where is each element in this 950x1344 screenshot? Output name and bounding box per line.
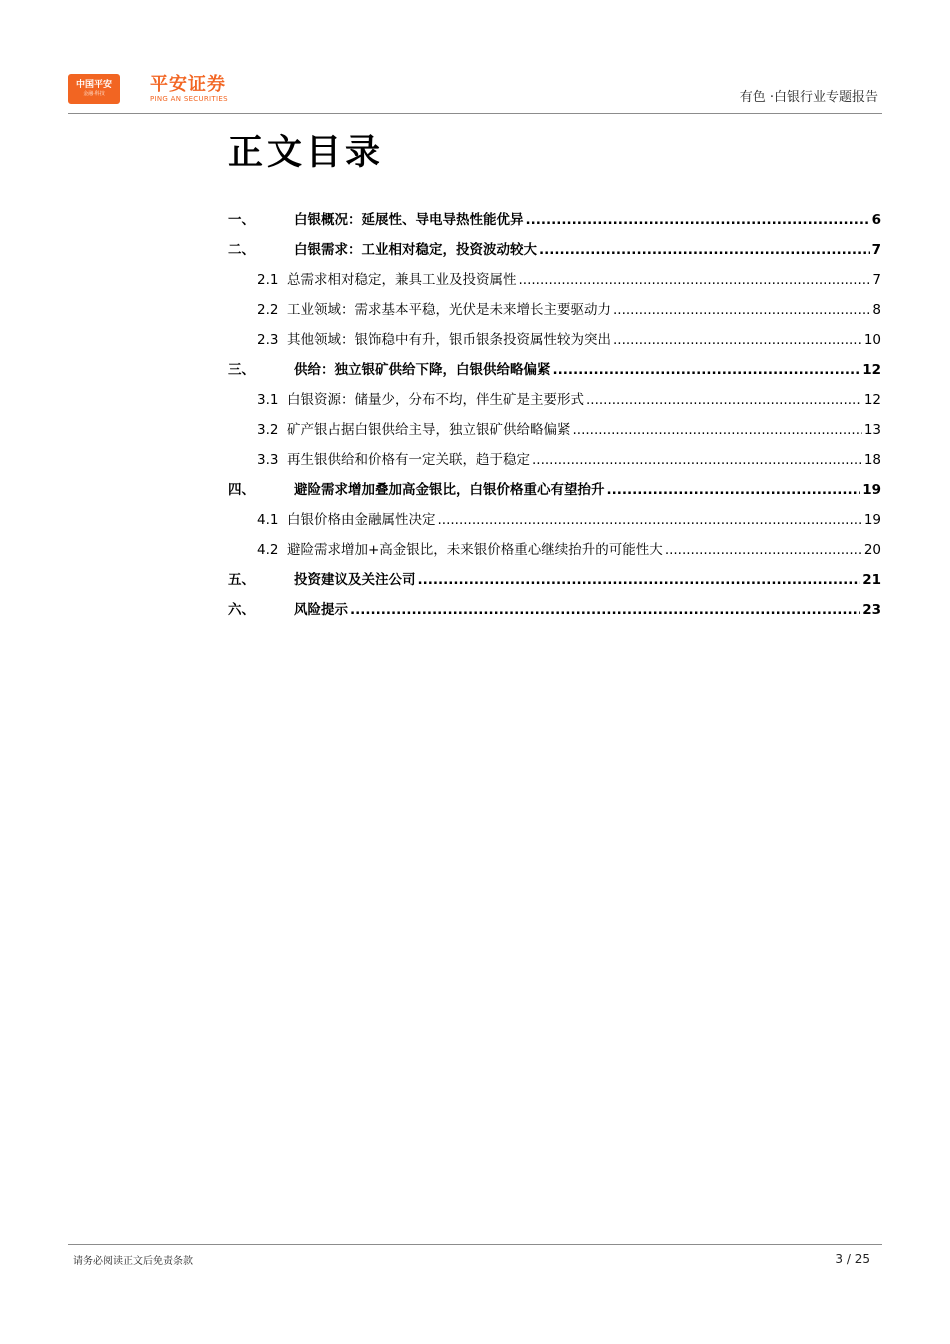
toc-number: 3.2 — [257, 422, 279, 438]
toc-number: 3.3 — [257, 452, 279, 468]
toc-number: 三、 — [228, 362, 255, 378]
ping-an-logo-icon — [68, 74, 120, 104]
toc-entry[interactable] — [228, 228, 881, 258]
toc-entry[interactable] — [228, 198, 881, 228]
toc-title: 避险需求增加叠加高金银比，白银价格重心有望抬升 — [294, 482, 605, 498]
header-divider — [68, 113, 882, 114]
toc-entry[interactable] — [228, 498, 881, 528]
toc-leader — [613, 302, 870, 318]
footer-disclaimer: 请务必阅读正文后免责条款 — [73, 1256, 193, 1267]
toc-page: 23 — [862, 602, 881, 618]
toc-entry[interactable] — [228, 408, 881, 438]
toc-page: 19 — [862, 482, 881, 498]
toc-title: 再生银供给和价格有一定关联，趋于稳定 — [287, 452, 530, 468]
brand-name — [150, 75, 228, 104]
toc-entry[interactable] — [228, 288, 881, 318]
toc-number: 二、 — [228, 242, 255, 258]
toc-title: 工业领域：需求基本平稳，光伏是未来增长主要驱动力 — [287, 302, 611, 318]
toc-title: 其他领域：银饰稳中有升，银币银条投资属性较为突出 — [287, 332, 611, 348]
toc-title: 总需求相对稳定，兼具工业及投资属性 — [287, 272, 517, 288]
logo-tagline: 金融·科技 — [83, 91, 105, 97]
toc-leader — [519, 272, 871, 288]
toc-leader — [532, 452, 862, 468]
toc-number: 4.2 — [257, 542, 279, 558]
toc-page: 19 — [863, 512, 881, 528]
toc-number: 2.1 — [257, 272, 279, 288]
toc-leader — [573, 422, 862, 438]
toc-page: 7 — [872, 272, 881, 288]
toc-leader — [553, 362, 861, 378]
page-number: 3 / 25 — [835, 1252, 870, 1266]
toc-page: 12 — [862, 362, 881, 378]
toc-number: 4.1 — [257, 512, 279, 528]
toc-number: 六、 — [228, 602, 255, 618]
toc-entry[interactable] — [228, 558, 881, 588]
toc-entry[interactable] — [228, 258, 881, 288]
toc-number: 2.2 — [257, 302, 279, 318]
toc-title: 投资建议及关注公司 — [294, 572, 416, 588]
toc-title: 白银概况：延展性、导电导热性能优异 — [294, 212, 524, 228]
toc-page: 6 — [871, 212, 881, 228]
toc-leader — [586, 392, 862, 408]
toc-entry[interactable] — [228, 378, 881, 408]
toc-leader — [350, 602, 860, 618]
toc-title: 白银价格由金融属性决定 — [287, 512, 436, 528]
brand-cn: 平安证券 — [150, 73, 226, 95]
brand-en: PING AN SECURITIES — [150, 94, 228, 103]
toc-entry[interactable] — [228, 318, 881, 348]
table-of-contents — [228, 198, 881, 618]
toc-title: 白银需求：工业相对稳定，投资波动较大 — [294, 242, 537, 258]
toc-title: 白银资源：储量少，分布不均，伴生矿是主要形式 — [287, 392, 584, 408]
toc-page: 13 — [863, 422, 881, 438]
toc-page: 12 — [863, 392, 881, 408]
toc-page: 21 — [862, 572, 881, 588]
toc-page: 10 — [863, 332, 881, 348]
toc-number: 一、 — [228, 212, 255, 228]
toc-leader — [665, 542, 862, 558]
toc-title: 供给：独立银矿供给下降，白银供给略偏紧 — [294, 362, 551, 378]
header-logo — [68, 74, 228, 104]
toc-entry[interactable] — [228, 588, 881, 618]
toc-leader — [418, 572, 861, 588]
toc-leader — [539, 242, 870, 258]
toc-number: 2.3 — [257, 332, 279, 348]
toc-page: 18 — [863, 452, 881, 468]
toc-title: 避险需求增加+高金银比，未来银价格重心继续抬升的可能性大 — [287, 542, 663, 558]
page-title: 正文目录 — [228, 133, 385, 173]
footer-divider — [68, 1244, 882, 1245]
toc-number: 五、 — [228, 572, 255, 588]
toc-title: 矿产银占据白银供给主导，独立银矿供给略偏紧 — [287, 422, 571, 438]
toc-leader — [438, 512, 862, 528]
toc-number: 3.1 — [257, 392, 279, 408]
toc-page: 7 — [871, 242, 881, 258]
toc-entry[interactable] — [228, 438, 881, 468]
toc-page: 8 — [872, 302, 881, 318]
toc-title: 风险提示 — [294, 602, 348, 618]
toc-entry[interactable] — [228, 468, 881, 498]
report-label: 有色 ·白银行业专题报告 — [739, 90, 878, 105]
toc-leader — [607, 482, 861, 498]
logo-text: 中国平安 — [75, 80, 112, 90]
toc-leader — [613, 332, 862, 348]
toc-entry[interactable] — [228, 348, 881, 378]
toc-page: 20 — [863, 542, 881, 558]
toc-leader — [526, 212, 870, 228]
toc-number: 四、 — [228, 482, 255, 498]
toc-entry[interactable] — [228, 528, 881, 558]
